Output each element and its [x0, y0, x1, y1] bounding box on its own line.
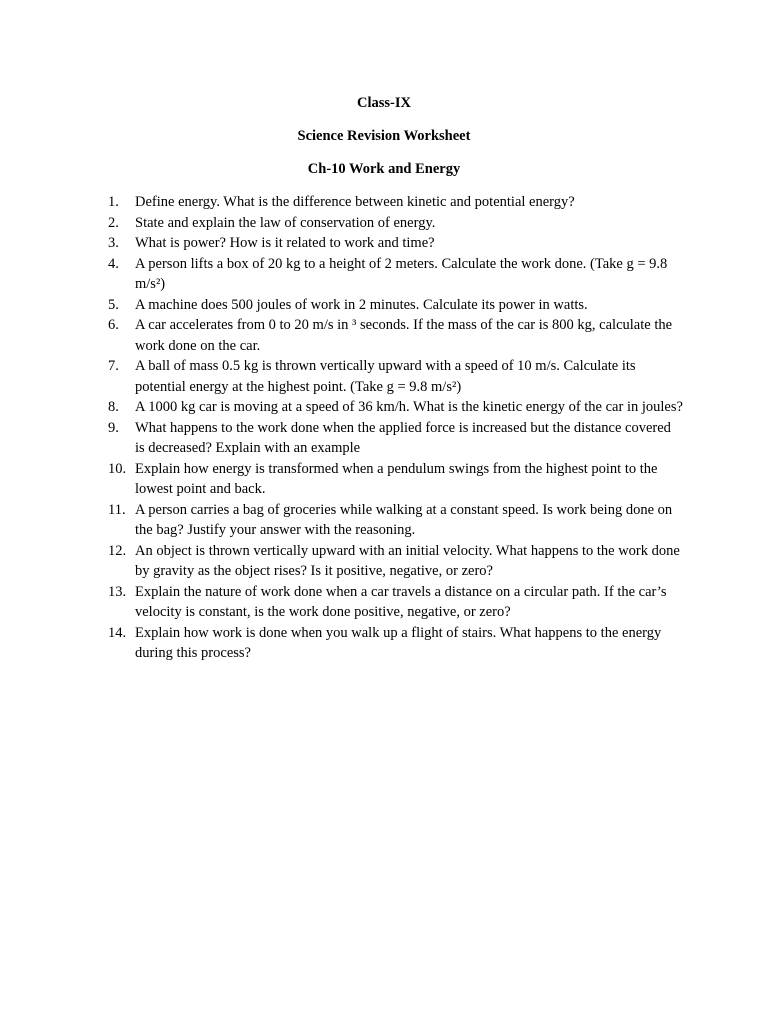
question-number: 5. — [108, 296, 119, 313]
question-text: State and explain the law of conservation of energy. — [135, 214, 436, 231]
question-text: Define energy. What is the difference between kinetic and potential energy? — [135, 194, 575, 210]
question-number: 3. — [108, 235, 119, 251]
question-item — [108, 397, 683, 418]
question-text: What is power? How is it related to work and time? — [135, 235, 435, 251]
question-list — [108, 192, 683, 664]
question-text: A 1000 kg car is moving at a speed of 36 km/h. What is the kinetic energy of the car in joules? — [135, 399, 683, 415]
question-text: Explain how work is done when you walk up a flight of stairs. What happens to the energy during this process? — [135, 624, 662, 661]
question-text: A person lifts a box of 20 kg to a height of 2 meters. Calculate the work done. (Take g = 9.8 m/s²) — [135, 255, 668, 292]
question-text: Explain how energy is transformed when a pendulum swings from the highest point to the lowest point and back. — [135, 460, 658, 497]
question-text: A ball of mass 0.5 kg is thrown vertically upward with a speed of 10 m/s. Calculate its potential energy at the highest point. (Take g = 9.8 m/s²) — [135, 358, 636, 395]
question-item — [108, 459, 683, 500]
question-number: 4. — [108, 255, 119, 272]
question-text: Explain the nature of work done when a car travels a distance on a circular path. If the car’s velocity is constant, is the work done positive, negative, or zero? — [135, 583, 667, 620]
question-text: An object is thrown vertically upward with an initial velocity. What happens to the work done by gravity as the object rises? Is it positive, negative, or zero? — [135, 542, 680, 579]
question-number: 2. — [108, 214, 119, 231]
question-item — [108, 582, 683, 623]
question-item — [108, 500, 683, 541]
question-number: 11. — [108, 501, 126, 518]
question-item — [108, 356, 683, 397]
question-number: 12. — [108, 542, 127, 559]
question-item — [108, 213, 683, 234]
question-item — [108, 623, 683, 664]
question-item — [108, 233, 683, 254]
question-number: 8. — [108, 399, 119, 415]
chapter-title: Ch-10 Work and Energy — [307, 161, 461, 177]
question-item — [108, 192, 683, 213]
question-number: 14. — [108, 624, 127, 641]
question-number: 6. — [108, 317, 119, 333]
question-item — [108, 254, 683, 295]
question-text: A person carries a bag of groceries while walking at a constant speed. Is work being done on the bag? Justify your answer with the reasoning. — [135, 501, 673, 538]
question-text: A machine does 500 joules of work in 2 minutes. Calculate its power in watts. — [135, 296, 588, 313]
question-item — [108, 315, 683, 356]
question-text: What happens to the work done when the applied force is increased but the distance covered is decreased? Explain with an example — [135, 419, 671, 456]
question-number: 1. — [108, 194, 119, 210]
question-number: 13. — [108, 583, 127, 600]
question-item — [108, 295, 683, 316]
class-heading: Class-IX — [357, 95, 411, 111]
question-number: 10. — [108, 460, 127, 477]
question-item — [108, 418, 683, 459]
question-item — [108, 541, 683, 582]
question-number: 7. — [108, 358, 119, 374]
question-text: A car accelerates from 0 to 20 m/s in ³ seconds. If the mass of the car is 800 kg, calculate the work done on the car. — [135, 317, 673, 354]
question-number: 9. — [108, 419, 119, 436]
worksheet-title: Science Revision Worksheet — [297, 128, 471, 144]
